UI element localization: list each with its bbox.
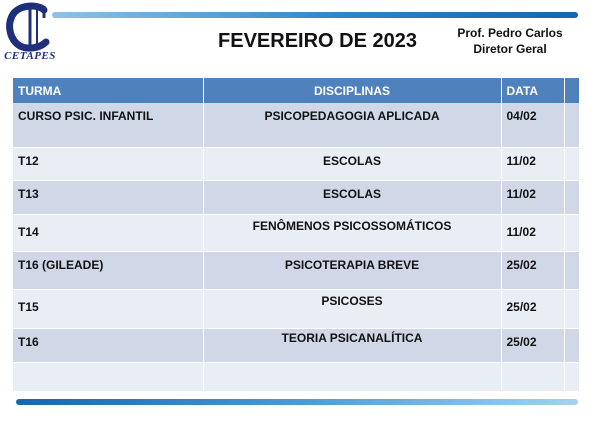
column-header-data: DATA <box>501 78 564 103</box>
cell-extra <box>564 180 579 214</box>
cell-data: 11/02 <box>501 147 564 180</box>
bottom-accent-bar <box>16 399 578 405</box>
table-row <box>13 251 579 289</box>
cell-data: 04/02 <box>501 103 564 147</box>
cell-disciplina: FENÔMENOS PSICOSSOMÁTICOS <box>203 214 501 251</box>
logo-text: CETAPES <box>4 50 56 62</box>
cell-turma: T16 (GILEADE) <box>13 251 203 289</box>
cell-turma: T15 <box>13 289 203 328</box>
cell-disciplina <box>203 362 501 391</box>
cell-turma: T14 <box>13 214 203 251</box>
table-row <box>13 328 579 362</box>
top-accent-bar <box>52 12 578 18</box>
cell-turma <box>13 362 203 391</box>
table-row <box>13 289 579 328</box>
cell-disciplina: ESCOLAS <box>203 147 501 180</box>
cell-disciplina: TEORIA PSICANALÍTICA <box>203 328 501 362</box>
cell-extra <box>564 147 579 180</box>
cell-data: 25/02 <box>501 328 564 362</box>
cell-turma: CURSO PSIC. INFANTIL <box>13 103 203 147</box>
cell-data: 25/02 <box>501 251 564 289</box>
professor-info <box>446 25 574 57</box>
cell-disciplina: PSICOSES <box>203 289 501 328</box>
page-title: FEVEREIRO DE 2023 <box>218 30 417 52</box>
cell-turma: T13 <box>13 180 203 214</box>
cell-extra <box>564 251 579 289</box>
column-header-extra <box>564 78 579 103</box>
professor-role: Diretor Geral <box>473 42 547 56</box>
cell-data: 11/02 <box>501 214 564 251</box>
cell-extra <box>564 103 579 147</box>
table-row <box>13 147 579 180</box>
cell-data: 11/02 <box>501 180 564 214</box>
cell-extra <box>564 289 579 328</box>
professor-name: Prof. Pedro Carlos <box>457 26 563 40</box>
cell-data: 25/02 <box>501 289 564 328</box>
schedule-table <box>13 78 580 392</box>
logo-c-icon <box>4 2 56 52</box>
column-header-disciplinas: DISCIPLINAS <box>203 78 501 103</box>
table-row <box>13 214 579 251</box>
table-row <box>13 180 579 214</box>
cell-disciplina: PSICOTERAPIA BREVE <box>203 251 501 289</box>
cell-turma: T12 <box>13 147 203 180</box>
table-row <box>13 103 579 147</box>
cell-extra <box>564 214 579 251</box>
table-row <box>13 362 579 391</box>
cell-data <box>501 362 564 391</box>
table-header-row <box>13 78 579 103</box>
cell-turma: T16 <box>13 328 203 362</box>
cell-disciplina: ESCOLAS <box>203 180 501 214</box>
cell-disciplina: PSICOPEDAGOGIA APLICADA <box>203 103 501 147</box>
cell-extra <box>564 328 579 362</box>
column-header-turma: TURMA <box>13 78 203 103</box>
cell-extra <box>564 362 579 391</box>
